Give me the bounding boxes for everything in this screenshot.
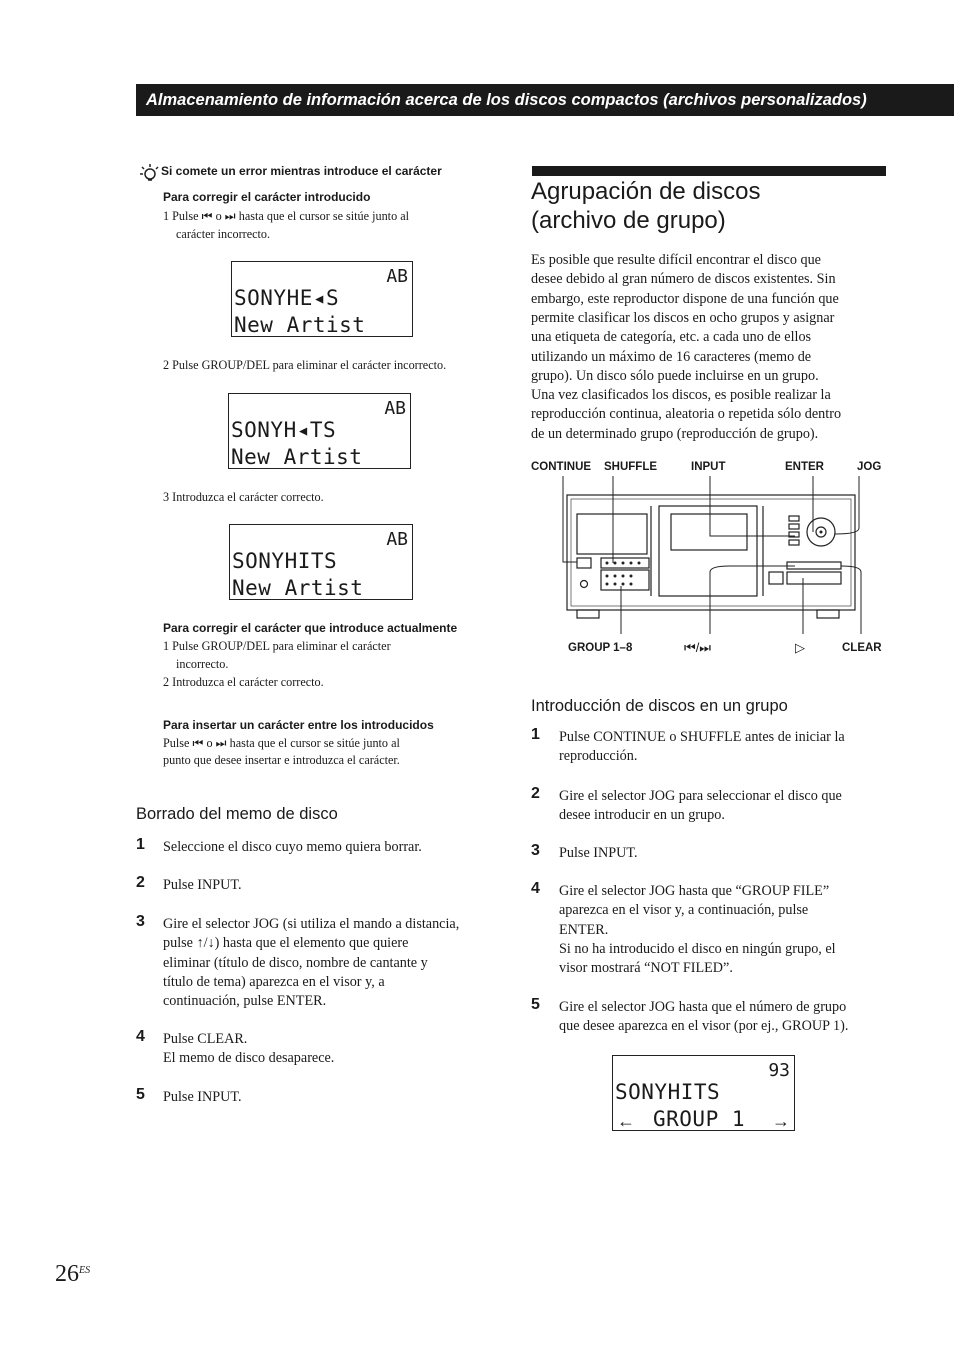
tip-sub2-step-1b: incorrecto. (176, 657, 229, 671)
agrupacion-text-line: de un determinado grupo (reproducción de grupo). (531, 425, 819, 442)
label-play: ▷ (795, 640, 805, 655)
borrado-heading: Borrado del memo de disco (136, 805, 338, 823)
lcd-line-2: GROUP 1 (653, 1107, 746, 1131)
section-rule (532, 166, 886, 176)
lcd-display-2 (228, 393, 411, 469)
tip-step-1: 1 Pulse ⏮ o ⏭ hasta que el cursor se sitúe junto al (163, 209, 410, 223)
agrupacion-text-line: reproducción continua, aleatoria o repetida sólo dentro (531, 406, 842, 423)
tip-step-2: 2 Pulse GROUP/DEL para eliminar el carácter incorrecto. (163, 358, 447, 372)
lcd-line-1: SONYHITS (232, 549, 338, 573)
arrow-left-icon: ← (617, 1111, 635, 1131)
tip-icon (138, 162, 160, 184)
lcd-corner: AB (386, 529, 408, 550)
label-clear: CLEAR (842, 642, 882, 654)
intro-step-number: 2 (531, 785, 540, 802)
lcd-line-2: New Artist (232, 576, 364, 600)
borrado-step-text: Gire el selector JOG (si utiliza el mando a distancia, (163, 916, 460, 932)
agrupacion-title-2: (archivo de grupo) (531, 207, 726, 234)
intro-step-text: reproducción. (559, 748, 638, 765)
borrado-step-text: El memo de disco desaparece. (163, 1050, 335, 1067)
intro-step-text: ENTER. (559, 921, 609, 938)
borrado-step-text: Pulse INPUT. (163, 877, 242, 893)
intro-step-text: Pulse CONTINUE o SHUFFLE antes de iniciar la (559, 729, 845, 745)
agrupacion-text-line: Una vez clasificados los discos, es posible realizar la (531, 387, 831, 404)
borrado-step-number: 5 (136, 1086, 145, 1103)
agrupacion-title-1: Agrupación de discos (531, 178, 761, 205)
lcd-corner: AB (384, 398, 406, 419)
borrado-step-text: pulse ↑/↓) hasta que el elemento que quiere (163, 935, 409, 952)
intro-step-text: Pulse INPUT. (559, 845, 638, 861)
lcd-line-2: New Artist (234, 313, 366, 337)
label-shuffle: SHUFFLE (604, 461, 658, 473)
label-skip: ⏮/⏭ (684, 640, 712, 655)
agrupacion-text-line: embargo, este reproductor dispone de una función que (531, 290, 839, 307)
label-enter: ENTER (785, 461, 824, 473)
intro-step-text: desee introducir en un grupo. (559, 807, 725, 824)
tip-step-1b: carácter incorrecto. (176, 227, 271, 241)
lcd-corner: 93 (768, 1060, 790, 1081)
borrado-step-text: Pulse INPUT. (163, 1089, 242, 1105)
arrow-right-icon: → (772, 1111, 790, 1131)
lcd-display-1 (231, 261, 413, 337)
tip-sub3-text-2: punto que desee insertar e introduzca el carácter. (163, 753, 400, 767)
borrado-step-number: 3 (136, 913, 145, 930)
lcd-line-1: SONYHITS (615, 1080, 721, 1104)
tip-subheading-2: Para corregir el carácter que introduce actualmente (163, 621, 458, 635)
borrado-step-number: 2 (136, 874, 145, 891)
borrado-step-number: 1 (136, 836, 145, 853)
label-group: GROUP 1–8 (568, 642, 633, 654)
intro-step-number: 1 (531, 726, 540, 743)
tip-subheading-1: Para corregir el carácter introducido (163, 190, 371, 204)
section-header: Almacenamiento de información acerca de los discos compactos (archivos personalizados) (136, 84, 954, 116)
lcd-corner: AB (386, 266, 408, 287)
intro-step-text: Gire el selector JOG hasta que “GROUP FILE” (559, 883, 830, 899)
borrado-step-text: Pulse CLEAR. (163, 1031, 248, 1047)
agrupacion-text-line: desee debido al gran número de discos existentes. Sin (531, 271, 836, 288)
borrado-step-number: 4 (136, 1028, 145, 1045)
tip-step-3: 3 Introduzca el carácter correcto. (163, 490, 324, 504)
agrupacion-text-line: permite clasificar los discos en ocho grupos y asignar (531, 309, 835, 326)
intro-step-text: que desee aparezca en el visor (por ej., GROUP 1). (559, 1018, 849, 1035)
intro-step-number: 5 (531, 996, 540, 1013)
cd-player-diagram (555, 476, 875, 634)
intro-heading: Introducción de discos en un grupo (531, 697, 788, 715)
label-input: INPUT (691, 461, 726, 473)
lcd-line-1: SONYH◂TS (231, 418, 337, 442)
lcd-display-4 (612, 1055, 795, 1131)
intro-step-text: Si no ha introducido el disco en ningún grupo, el (559, 940, 836, 957)
agrupacion-text-line: Es posible que resulte difícil encontrar el disco que (531, 252, 821, 268)
borrado-step-text: continuación, pulse ENTER. (163, 993, 327, 1010)
tip-subheading-3: Para insertar un carácter entre los introducidos (163, 718, 434, 732)
lcd-display-3 (229, 524, 413, 600)
intro-step-text: aparezca en el visor y, a continuación, pulse (559, 902, 809, 919)
intro-step-text: visor mostrará “NOT FILED”. (559, 960, 733, 977)
label-continue: CONTINUE (531, 461, 592, 473)
tip-sub2-step-1: 1 Pulse GROUP/DEL para eliminar el carácter (163, 639, 391, 653)
lcd-line-2: New Artist (231, 445, 363, 469)
tip-title: Si comete un error mientras introduce el carácter (161, 164, 442, 178)
page-number (55, 1261, 90, 1288)
tip-sub3-text-1: Pulse ⏮ o ⏭ hasta que el cursor se sitúe junto al (163, 736, 400, 750)
agrupacion-text-line: utilizando un máximo de 16 caracteres (memo de (531, 348, 812, 365)
label-jog: JOG (857, 461, 882, 473)
borrado-step-text: Seleccione el disco cuyo memo quiera borrar. (163, 839, 422, 855)
page-number-value: 26 (55, 1261, 79, 1287)
lcd-line-1: SONYHE◂S (234, 286, 340, 310)
intro-step-number: 4 (531, 880, 540, 897)
agrupacion-text-line: grupo). Un disco sólo puede incluirse en un grupo. (531, 367, 819, 384)
intro-step-text: Gire el selector JOG para seleccionar el disco que (559, 788, 842, 804)
page-number-suffix: ES (79, 1265, 91, 1276)
tip-sub2-step-2: 2 Introduzca el carácter correcto. (163, 675, 324, 689)
agrupacion-text-line: una etiqueta de categoría, etc. a cada uno de ellos (531, 329, 812, 346)
borrado-step-text: eliminar (título de disco, nombre de cantante y (163, 954, 428, 971)
intro-step-number: 3 (531, 842, 540, 859)
intro-step-text: Gire el selector JOG hasta que el número de grupo (559, 999, 847, 1015)
borrado-step-text: título de tema) aparezca en el visor y, a (163, 973, 385, 990)
